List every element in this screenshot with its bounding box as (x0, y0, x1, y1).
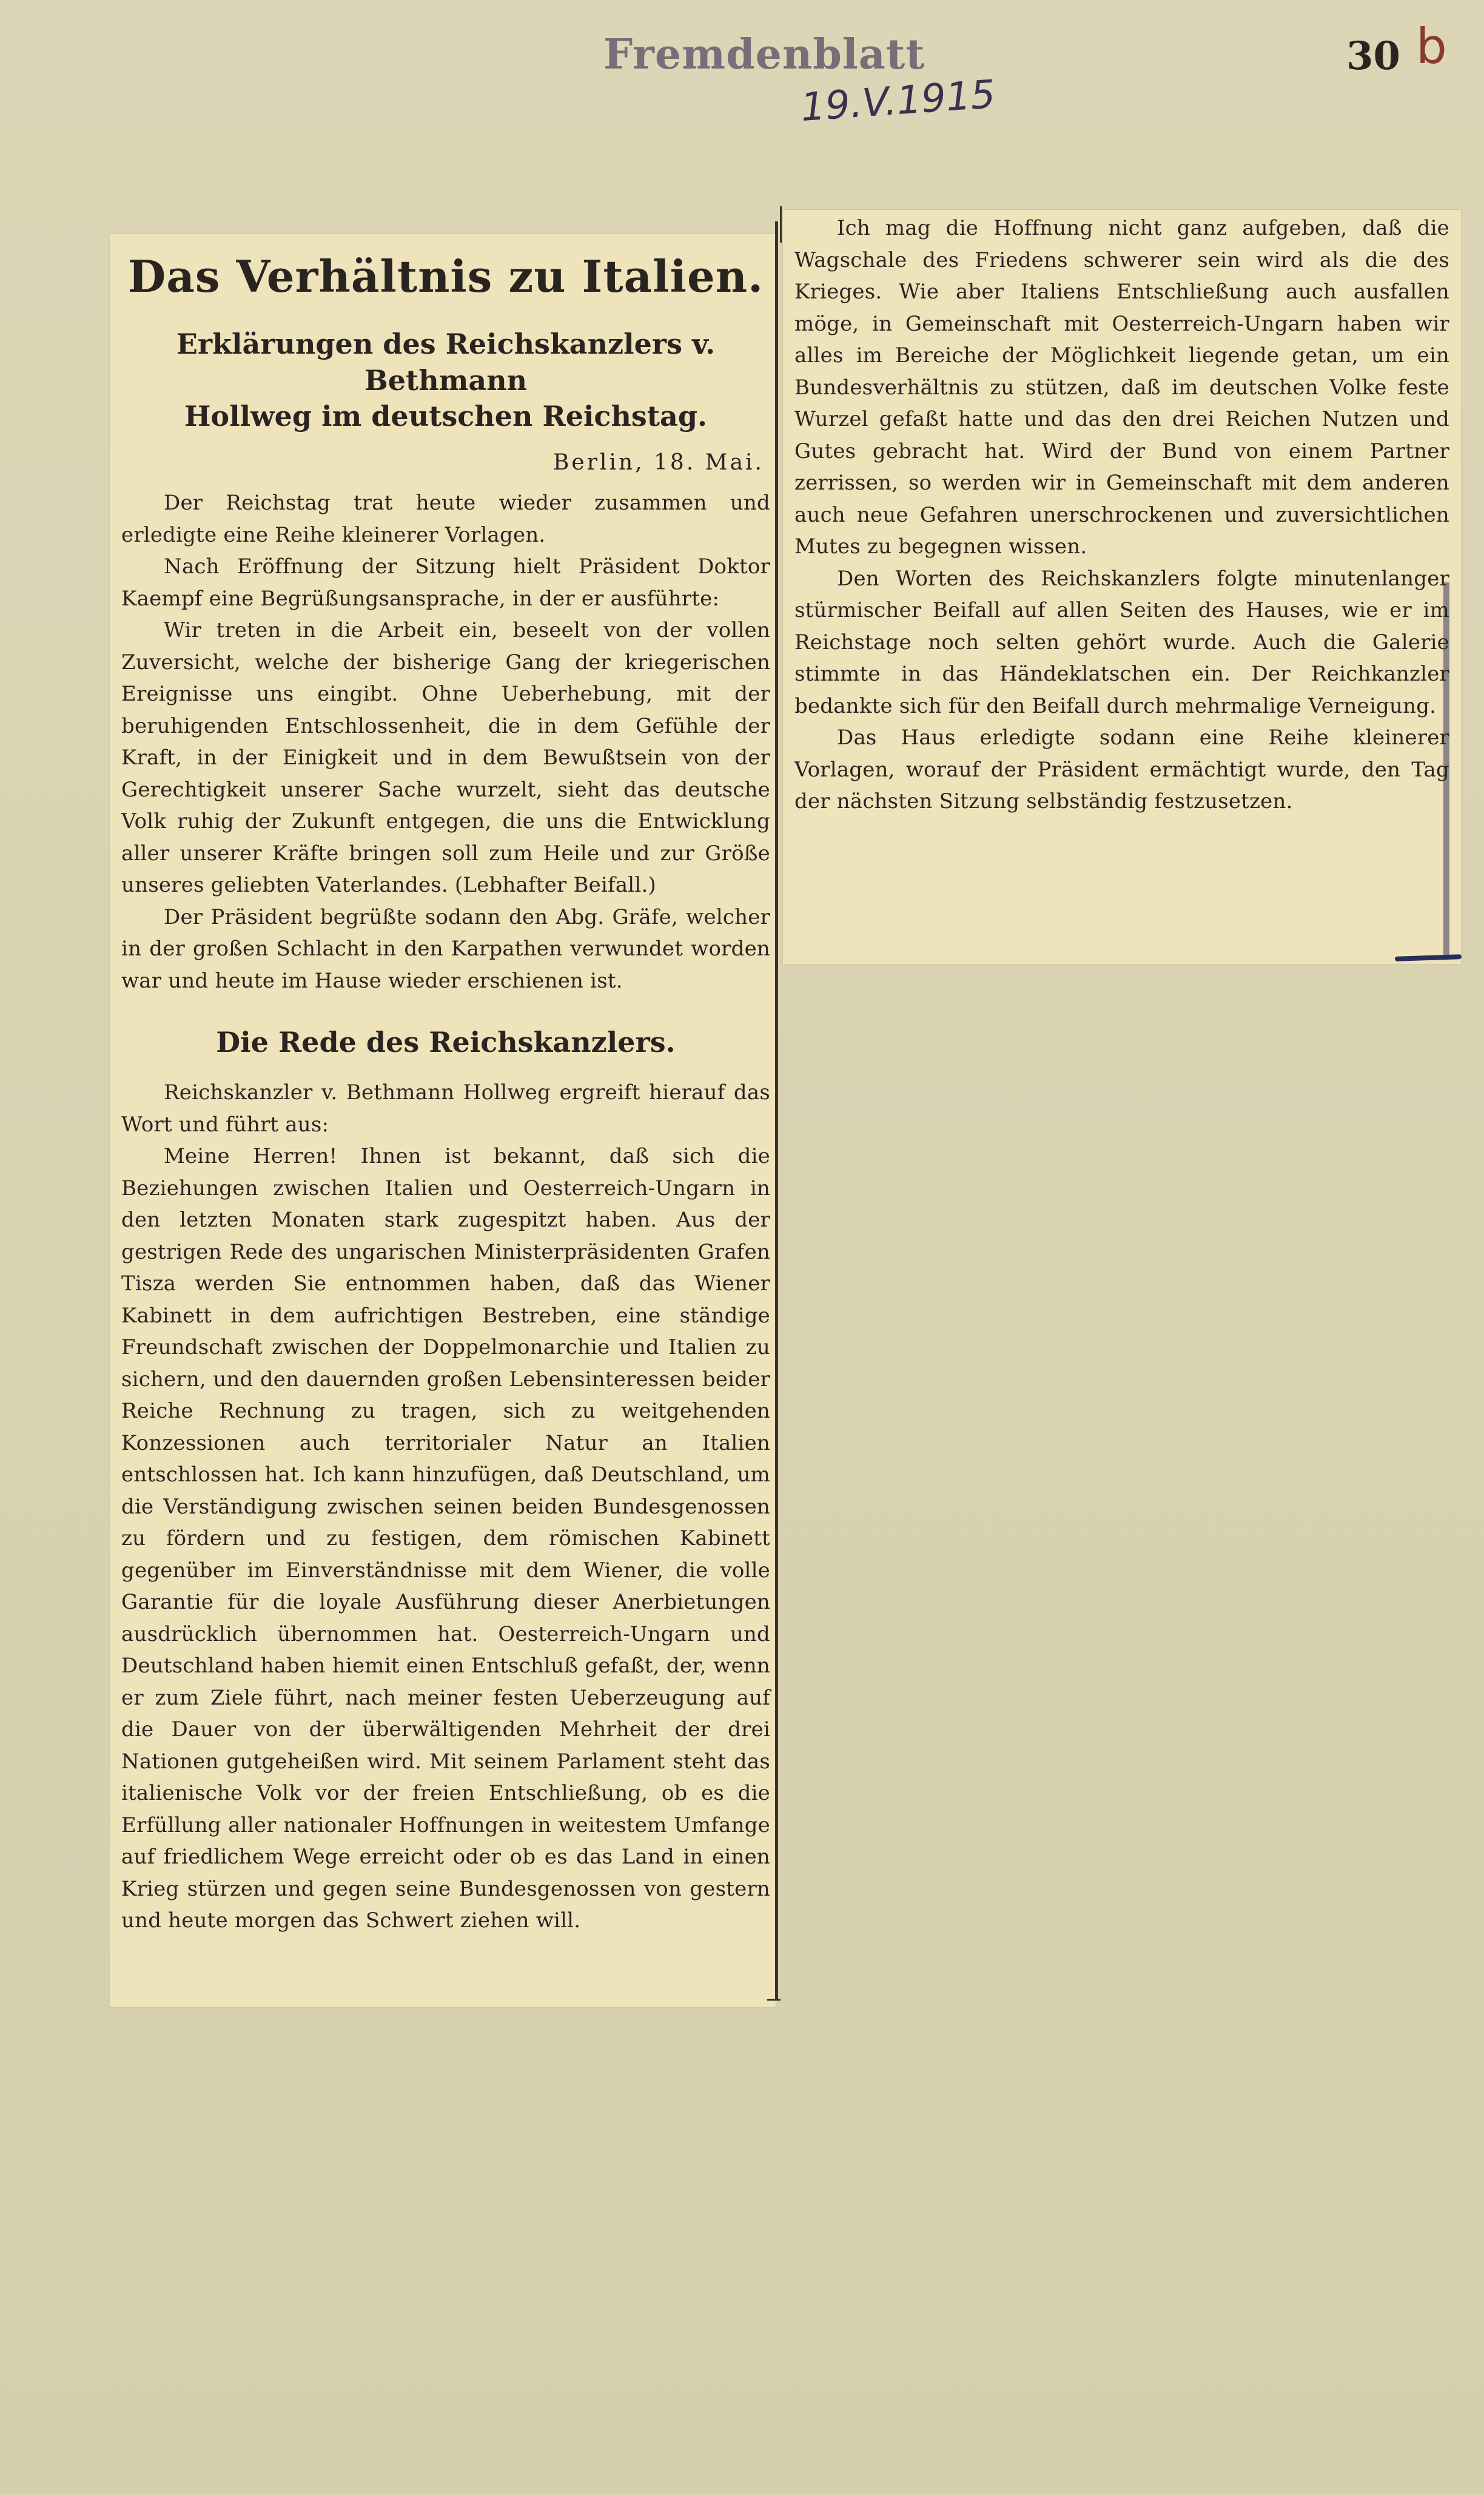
subhead-line-1: Erklärungen des Reichskanzlers v. Bethmann (176, 327, 716, 397)
paragraph: Reichskanzler v. Bethmann Hollweg ergreift hierauf das Wort und führt aus: (121, 1080, 770, 1137)
page-number: 30 (1346, 33, 1401, 79)
article-headline: Das Verhältnis zu Italien. (127, 251, 764, 302)
paragraph: Der Präsident begrüßte sodann den Abg. Gräfe, welcher in der großen Schlacht in den Karpathen verwundet worden war und heute im Hause wieder erschienen ist. (121, 904, 770, 993)
paragraph: Das Haus erledigte sodann eine Reihe kleinerer Vorlagen, worauf der Präsident ermächtigt wurde, den Tag der nächsten Sitzung selbständig festzusetzen. (794, 726, 1449, 813)
newspaper-stamp: Fremdenblatt (603, 30, 925, 79)
column-rule (775, 221, 778, 1999)
section-title: Die Rede des Reichskanzlers. (216, 1026, 676, 1059)
bottom-rule (767, 1999, 781, 2001)
dateline: Berlin, 18. Mai. (552, 450, 764, 476)
paragraph: Meine Herren! Ihnen ist bekannt, daß sich die Beziehungen zwischen Italien und Oesterreich-Ungarn in den letzten Monaten stark zugespitzt haben. Aus der gestrigen Rede des ungarischen Ministerpräsidenten Grafen Tisza werden Sie entnommen haben, daß das Wiener Kabinett in dem aufrichtigen Bestreben, eine ständige Freundschaft zwischen der Doppelmonarchie und Italien zu sichern, und den dauernden großen Lebensinteressen beider Reiche Rechnung zu tragen, sich zu weitgehenden Konzessionen auch territorialer Natur an Italien entschlossen hat. Ich kann hinzufügen, daß Deutschland, um die Verständigung zwischen seinen beiden Bundesgenossen zu fördern und zu festigen, dem römischen Kabinett gegenüber im Einverständnisse mit dem Wiener, die volle Garantie für die loyale Ausführung dieser Anerbietungen ausdrücklich übernommen hat. Oesterreich-Ungarn und Deutschland haben hiemit einen Entschluß gefaßt, der, wenn er zum Ziele führt, nach meiner festen Ueberzeugung auf die Dauer von der überwältigenden Mehrheit der drei Nationen gutgeheißen wird. Mit seinem Parlament steht das italienische Volk vor der freien Entschließung, ob es die Erfüllung aller nationaler Hoffnungen in weitestem Umfange auf friedlichem Wege erreicht oder ob es das Land in einen Krieg stürzen und gegen seine Bundesgenossen von gestern und heute morgen das Schwert ziehen will. (121, 1144, 770, 1933)
paragraph: Nach Eröffnung der Sitzung hielt Präsident Doktor Kaempf eine Begrüßungsansprache, in der er ausführte: (121, 554, 770, 611)
paragraph: Den Worten des Reichskanzlers folgte minutenlanger stürmischer Beifall auf allen Seiten des Hauses, wie er im Reichstage noch selten gehört wurde. Auch die Galerie stimmte in das Händeklatschen ein. Der Reichkanzler bedankte sich für den Beifall durch mehrmalige Verneigung. (794, 566, 1449, 718)
page-mark: b (1416, 18, 1447, 75)
column-rule-top (780, 206, 782, 243)
paragraph: Wir treten in die Arbeit ein, beseelt von der vollen Zuversicht, welche der bisherige Gang der kriegerischen Ereignisse uns eingibt. Ohne Ueberhebung, mit der beruhigenden Entschlossenheit, die in dem Gefühle der Kraft, in der Einigkeit und in dem Bewußtsein von der Gerechtigkeit unserer Sache wurzelt, sieht das deutsche Volk ruhig der Zukunft entgegen, die uns die Entwicklung aller unserer Kräfte bringen soll zum Heile und zur Größe unseres geliebten Vaterlandes. (Lebhafter Beifall.) (121, 618, 770, 898)
article-right-column (794, 212, 1449, 818)
paragraph: Der Reichstag trat heute wieder zusammen und erledigte eine Reihe kleinerer Vorlagen. (121, 491, 770, 547)
paragraph: Ich mag die Hoffnung nicht ganz aufgeben, daß die Wagschale des Friedens schwerer sein wird als die des Krieges. Wie aber Italiens Entschließung auch ausfallen möge, in Gemeinschaft mit Oesterreich-Ungarn haben wir alles im Bereiche der Möglichkeit liegende getan, um ein Bundesverhältnis zu stützen, daß im deutschen Volke feste Wurzel gefaßt hatte und das den drei Reichen Nutzen und Gutes gebracht hat. Wird der Bund von einem Partner zerrissen, so werden wir in Gemeinschaft mit dem anderen auch neue Gefahren unerschrockenen und zuversichtlichen Mutes zu begegnen wissen. (794, 216, 1449, 559)
subhead-line-2: Hollweg im deutschen Reichstag. (184, 400, 708, 433)
article-subhead (121, 326, 770, 435)
article-left-column (121, 237, 770, 1937)
handwritten-date: 19.V.1915 (799, 72, 997, 131)
